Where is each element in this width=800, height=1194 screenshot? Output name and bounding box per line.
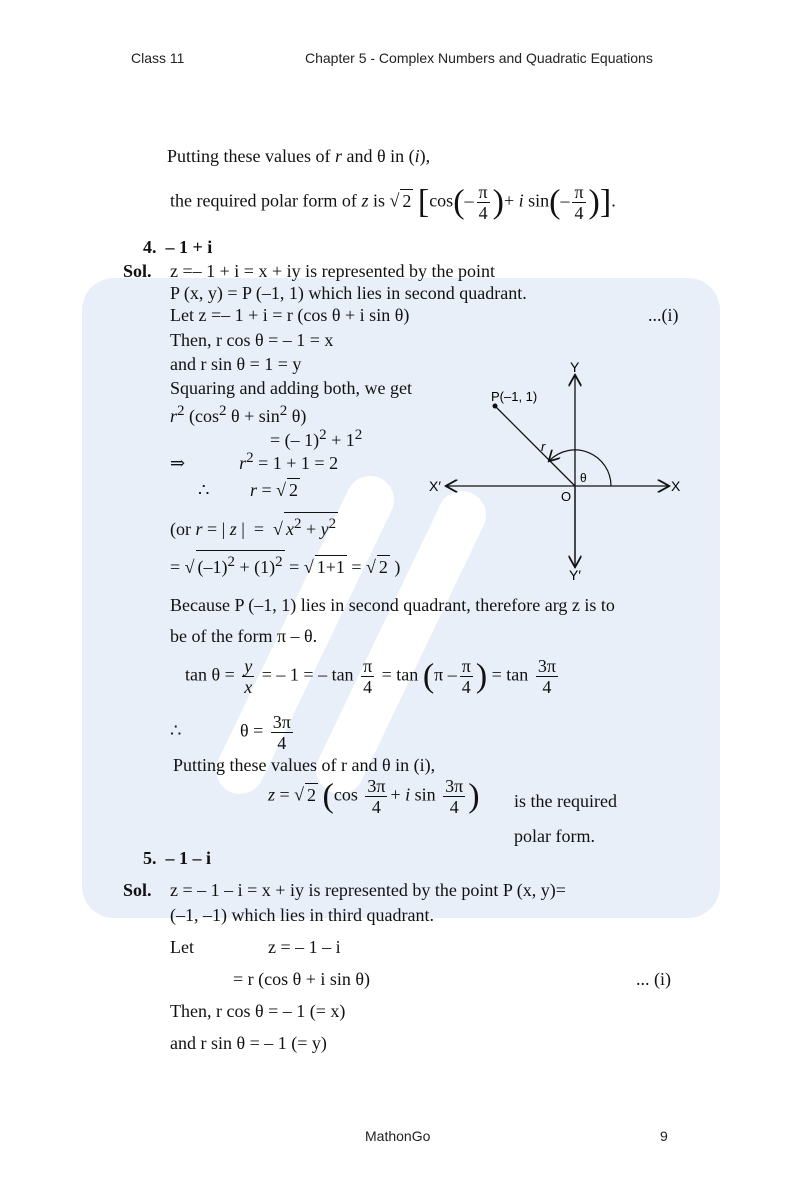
q4-be-of-form: be of the form π – θ. <box>170 626 318 646</box>
q5-and-line: and r sin θ = – 1 (= y) <box>170 1033 327 1053</box>
q4-theta-result: ∴ θ = $\frac{3\pi}{4}$ <box>170 712 291 753</box>
q4-eq-5: (or r = | z | = √ $x^2 + y^2$ <box>170 512 338 540</box>
q4-required-a: is the required <box>514 791 617 811</box>
argand-diagram <box>425 358 695 588</box>
q4-eq-1: $r^2$ ($\cos^2$ $\theta + \sin^2 \theta$) <box>170 403 307 426</box>
header-class-label: Class 11 <box>131 50 185 66</box>
q4-tan-theta: tan θ = $\frac{y}{x}$ = – 1 = – tan $\frac{\pi}{4}$ = tan (π – $\frac{\pi}{4}$ ) = tan $\frac{3\pi}{4}$ <box>185 656 556 697</box>
q4-line-4: Then, r cos θ = – 1 = x <box>170 330 334 350</box>
q4-eq-4: ∴ r = √ 2 <box>198 480 298 500</box>
q4-eq-3: ⇒ $r^2 = 1 + 1 = 2$ <box>170 450 339 473</box>
header-chapter-title: Chapter 5 - Complex Numbers and Quadratic Equations <box>305 50 653 66</box>
q5-line-2: (–1, –1) which lies in third quadrant. <box>170 905 434 925</box>
q5-let-rhs: z = – 1 – i <box>268 937 341 957</box>
q4-line-2: P (x, y) = P (–1, 1) which lies in second quadrant. <box>170 283 527 303</box>
x-axis-label: X <box>671 478 681 494</box>
q4-eq-2: = (– $1)^2 + 1^2$ <box>270 427 363 450</box>
q4-line-3: Let z =– 1 + i = r (cos θ + i sin θ) <box>170 305 410 325</box>
footer-brand: MathonGo <box>365 1128 431 1144</box>
q5-polar-ref: ... (i) <box>636 969 671 989</box>
r-label: r <box>541 439 546 454</box>
q4-eq-6: = √ $(-1)^2 + (1)^2$ = √ 1+1 = √ 2 ) <box>170 550 400 578</box>
y-neg-axis-label: Y′ <box>569 567 581 583</box>
footer-page-number: 9 <box>660 1128 668 1144</box>
q4-because: Because P (–1, 1) lies in second quadrant, therefore arg z is to <box>170 595 615 615</box>
q5-let-label: Let <box>170 937 194 957</box>
radius-line <box>495 406 575 486</box>
q4-line-6: Squaring and adding both, we get <box>170 378 412 398</box>
q4-putting: Putting these values of r and θ in (i), <box>173 755 436 775</box>
q5-then-line: Then, r cos θ = – 1 (= x) <box>170 1001 346 1021</box>
q5-heading: 5. – 1 – i <box>143 848 212 868</box>
q4-sol-label: Sol. <box>123 261 152 281</box>
q4-polar-form: z = √ 2 (cos $\frac{3\pi}{4}$ + i sin $\frac{3\pi}{4}$ ) <box>268 776 480 817</box>
q4-line-5: and r sin θ = 1 = y <box>170 354 302 374</box>
q4-line-1: z =– 1 + i = x + iy is represented by the point <box>170 261 496 281</box>
q5-sol-label: Sol. <box>123 880 152 900</box>
origin-label: O <box>561 489 572 504</box>
q4-heading: 4. – 1 + i <box>143 237 213 257</box>
y-axis-label: Y <box>570 359 580 375</box>
q4-line-3-ref: ...(i) <box>648 305 679 325</box>
theta-label: θ <box>580 471 587 485</box>
point-p-label: P(–1, 1) <box>491 389 538 404</box>
intro-polar-form: the required polar form of z is √ 2 [cos(– $\frac{\pi}{4}$ )+ i sin(– $\frac{\pi}{4}$ )]. <box>170 182 616 223</box>
q5-polar-rhs: = r (cos θ + i sin θ) <box>233 969 371 989</box>
x-neg-axis-label: X′ <box>429 478 441 494</box>
q4-required-b: polar form. <box>514 826 595 846</box>
q5-line-1: z = – 1 – i = x + iy is represented by the point P (x, y)= <box>170 880 566 900</box>
point-p <box>493 404 498 409</box>
intro-line-1: Putting these values of r and θ in (i), <box>167 146 431 166</box>
